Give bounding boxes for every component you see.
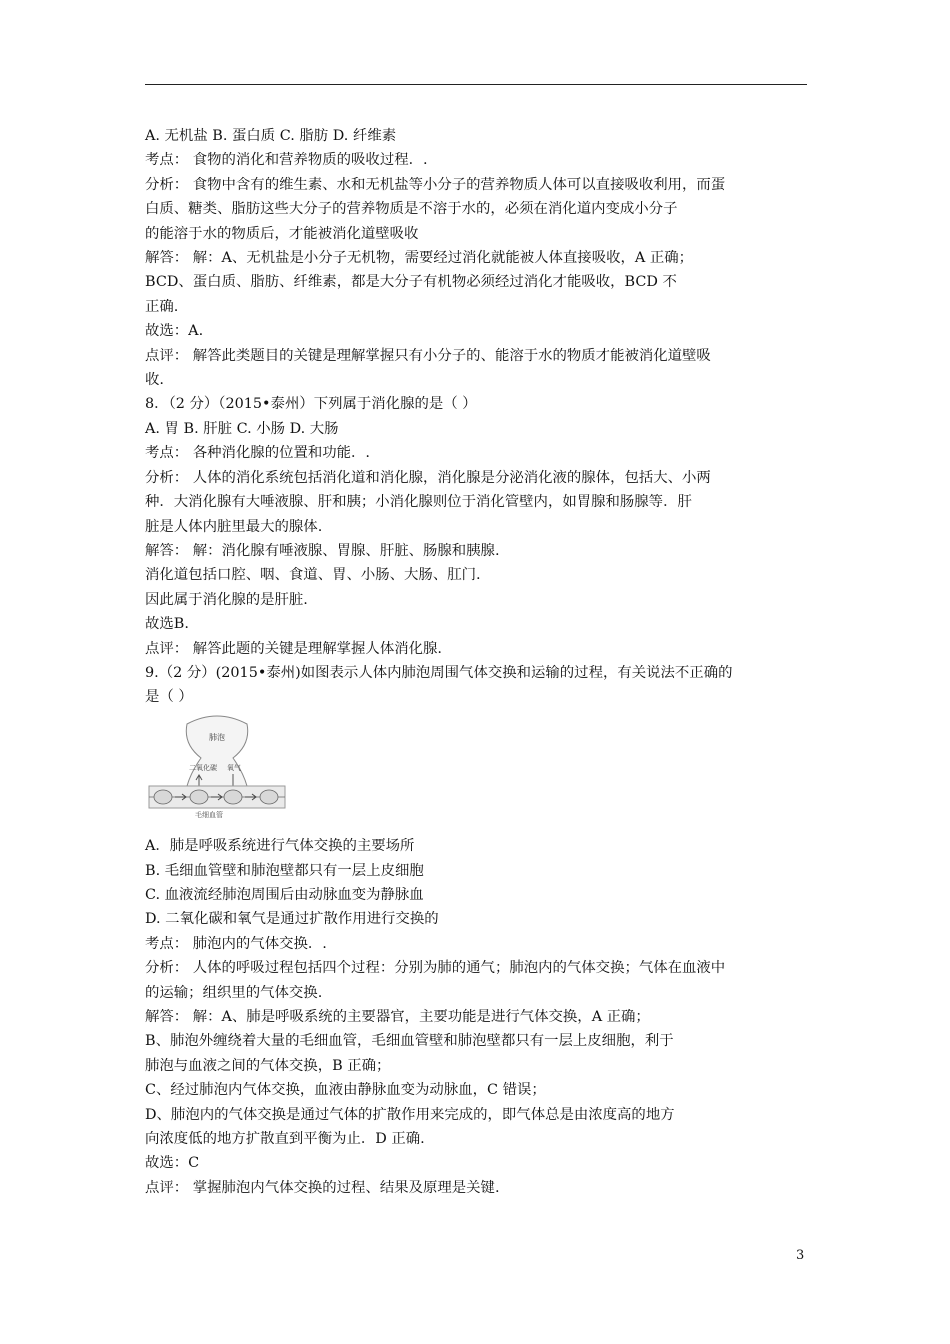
question-8-options: A. 胃 B. 肝脏 C. 小肠 D. 大肠 xyxy=(145,420,339,437)
option-a: A．肺是呼吸系统进行气体交换的主要场所 xyxy=(145,838,415,855)
text-line: 考点： 各种消化腺的位置和功能．. xyxy=(145,445,371,462)
alveolus-gas-exchange-figure xyxy=(147,714,287,820)
red-blood-cell xyxy=(224,790,242,804)
text-line: D、肺泡内的气体交换是通过气体的扩散作用来完成的，即气体总是由浓度高的地方 xyxy=(145,1106,675,1123)
text-line: 点评： 掌握肺泡内气体交换的过程、结果及原理是关键. xyxy=(145,1179,500,1196)
text-line: 肺泡与血液之间的气体交换，B 正确； xyxy=(145,1057,391,1074)
text-line: A. 无机盐 B. 蛋白质 C. 脂肪 D. 纤维素 xyxy=(145,128,397,144)
question-9-stem-end: 是（ ） xyxy=(145,689,193,706)
option-b: B. 毛细血管壁和肺泡壁都只有一层上皮细胞 xyxy=(145,862,424,879)
text-line: 消化道包括口腔、咽、食道、胃、小肠、大肠、肛门. xyxy=(145,567,481,584)
text-line: 解答： 解：消化腺有唾液腺、胃腺、肝脏、肠腺和胰腺. xyxy=(145,542,500,559)
text-line: 的能溶于水的物质后，才能被消化道壁吸收 xyxy=(145,225,419,242)
option-d: D. 二氧化碳和氧气是通过扩散作用进行交换的 xyxy=(145,911,439,928)
o2-label: 氧气 xyxy=(227,763,241,772)
text-line: BCD、蛋白质、脂肪、纤维素，都是大分子有机物必须经过消化才能吸收，BCD 不 xyxy=(145,274,677,291)
text-line: 分析： 人体的消化系统包括消化道和消化腺，消化腺是分泌消化液的腺体，包括大、小两 xyxy=(145,469,711,486)
text-line: 点评： 解答此题的关键是理解掌握人体消化腺. xyxy=(145,640,442,657)
question-9-stem: 9.（2 分）(2015•泰州)如图表示人体内肺泡周围气体交换和运输的过程，有关说法不正确的 xyxy=(145,664,733,681)
text-line: 正确. xyxy=(145,298,179,315)
text-line: 向浓度低的地方扩散直到平衡为止．D 正确. xyxy=(145,1131,425,1148)
text-line: 考点： 食物的消化和营养物质的吸收过程．. xyxy=(145,152,428,169)
text-line: 的运输；组织里的气体交换. xyxy=(145,984,323,1001)
text-line: 白质、糖类、脂肪这些大分子的营养物质是不溶于水的，必须在消化道内变成小分子 xyxy=(145,201,678,218)
text-line: 分析： 食物中含有的维生素、水和无机盐等小分子的营养物质人体可以直接吸收利用，而蛋 xyxy=(145,176,726,193)
option-c: C. 血液流经肺泡周围后由动脉血变为静脉血 xyxy=(145,886,424,903)
text-line: 故选：C xyxy=(145,1155,200,1172)
header-rule xyxy=(145,84,807,85)
text-block-lower xyxy=(145,834,810,1200)
red-blood-cell xyxy=(154,790,172,804)
alveolus-label: 肺泡 xyxy=(209,732,225,742)
text-line: 因此属于消化腺的是肝脏. xyxy=(145,591,308,608)
text-line: 收. xyxy=(145,372,164,389)
red-blood-cell xyxy=(260,790,278,804)
document-body xyxy=(145,124,810,1200)
text-line: 点评： 解答此类题目的关键是理解掌握只有小分子的、能溶于水的物质才能被消化道壁吸 xyxy=(145,347,711,364)
text-line: 故选：A. xyxy=(145,323,204,340)
text-line: B、肺泡外缠绕着大量的毛细血管，毛细血管壁和肺泡壁都只有一层上皮细胞，利于 xyxy=(145,1033,674,1050)
red-blood-cell xyxy=(190,790,208,804)
page-number: 3 xyxy=(796,1248,805,1263)
text-line: 脏是人体内脏里最大的腺体. xyxy=(145,518,323,535)
text-block-upper xyxy=(145,124,810,710)
text-line: 故选B. xyxy=(145,616,189,633)
text-line: 考点： 肺泡内的气体交换．. xyxy=(145,935,327,952)
alveolus-outline xyxy=(186,716,247,786)
question-8-stem: 8．（2 分）（2015•泰州）下列属于消化腺的是（ ） xyxy=(145,396,477,413)
text-line: 种．大消化腺有大唾液腺、肝和胰；小消化腺则位于消化管壁内，如胃腺和肠腺等．肝 xyxy=(145,494,692,511)
co2-label: 二氧化碳 xyxy=(189,763,217,772)
text-line: 解答： 解：A、肺是呼吸系统的主要器官，主要功能是进行气体交换，A 正确； xyxy=(145,1009,650,1025)
text-line: 分析： 人体的呼吸过程包括四个过程：分别为肺的通气；肺泡内的气体交换；气体在血液中 xyxy=(145,960,726,977)
capillary-label: 毛细血管 xyxy=(195,810,223,819)
text-line: 解答： 解：A、无机盐是小分子无机物，需要经过消化就能被人体直接吸收，A 正确； xyxy=(145,250,693,267)
text-line: C、经过肺泡内气体交换，血液由静脉血变为动脉血，C 错误； xyxy=(145,1082,546,1099)
